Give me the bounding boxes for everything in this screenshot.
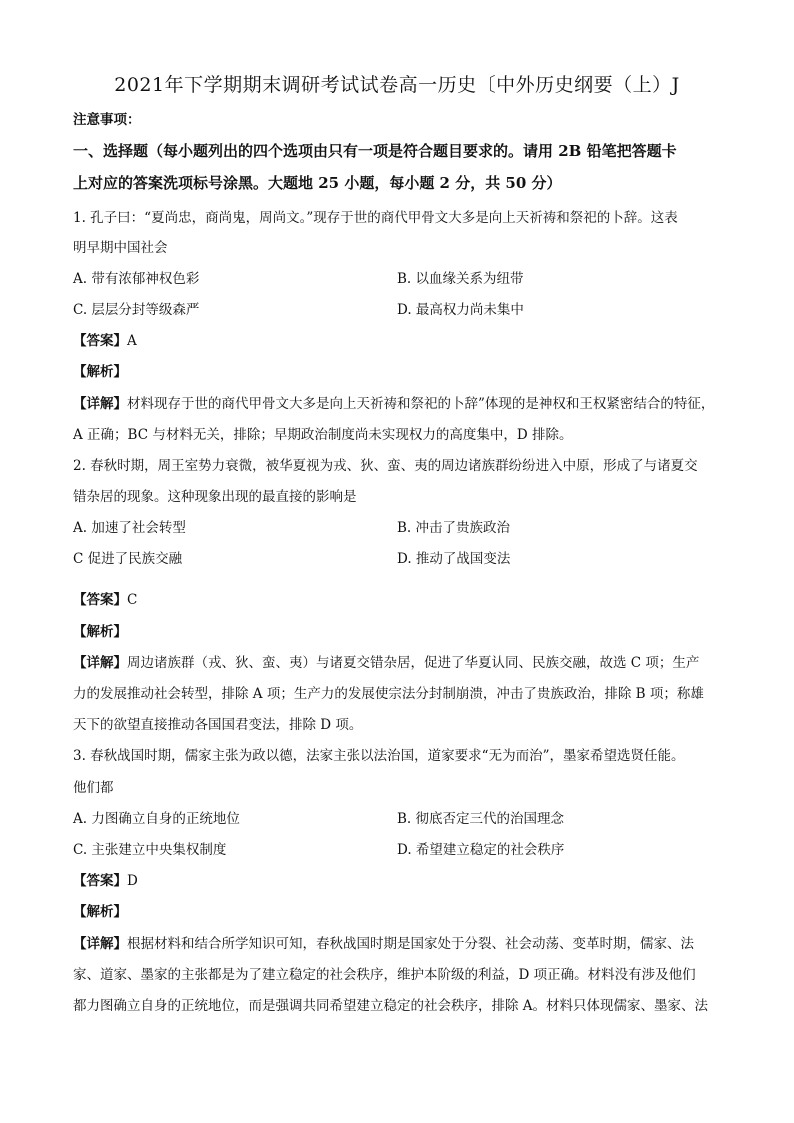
question-1-stem-line-2: 明早期中国社会 [73, 240, 168, 256]
question-3-detail-line-3: 都力图确立自身的正统地位，而是强调共同希望建立稳定的社会秩序，排除 A。材料只体现儒家、墨家、法 [73, 998, 709, 1014]
question-3-option-d: D. 希望建立稳定的社会秩序 [397, 842, 565, 858]
question-1-answer [73, 329, 137, 349]
question-2-option-a: A. 加速了社会转型 [73, 520, 186, 536]
question-2-stem-line-2: 错杂居的现象。这种现象出现的最直接的影响是 [73, 489, 357, 505]
detail-label: 【详解】 [73, 396, 127, 412]
question-2-stem-line-1: 2. 春秋时期，周王室势力衰微，被华夏视为戎、狄、蛮、夷的周边诸族群纷纷进入中原，形成了与诸夏交 [73, 458, 698, 474]
question-1-stem-line-1: 1. 孔子曰：“夏尚忠，商尚鬼，周尚文。”现存于世的商代甲骨文大多是向上天祈祷和祭祀的卜辞。这表 [73, 210, 678, 226]
question-3-option-c: C. 主张建立中央集权制度 [73, 842, 227, 858]
question-2-analysis-label: 【解析】 [73, 624, 127, 640]
detail-label: 【详解】 [73, 936, 127, 952]
answer-value: C [127, 592, 138, 608]
question-3-answer [73, 869, 138, 889]
question-3-option-b: B. 彻底否定三代的治国理念 [397, 811, 565, 827]
question-1-option-b: B. 以血缘关系为纽带 [397, 271, 524, 287]
question-3-stem-line-2: 他们都 [73, 780, 114, 796]
answer-label: 【答案】 [73, 873, 127, 889]
question-2-detail-line-1 [73, 651, 699, 671]
section-heading-line-2: 上对应的答案洗项标号涂黑。大题地 25 小题，每小题 2 分，共 50 分） [73, 174, 562, 192]
question-2-option-c: C 促进了民族交融 [73, 551, 183, 567]
question-3-analysis-label: 【解析】 [73, 904, 127, 920]
question-3-detail-line-2: 家、道家、墨家的主张都是为了建立稳定的社会秩序，维护本阶级的利益，D 项正确。材料没有涉及他们 [73, 967, 696, 983]
question-2-option-d: D. 推动了战国变法 [397, 551, 511, 567]
question-1-analysis-label: 【解析】 [73, 364, 127, 380]
notice-heading: 注意事项： [73, 112, 141, 128]
answer-label: 【答案】 [73, 333, 127, 349]
question-2-option-b: B. 冲击了贵族政治 [397, 520, 511, 536]
question-3-option-a: A. 力图确立自身的正统地位 [73, 811, 240, 827]
question-1-option-c: C. 层层分封等级森严 [73, 302, 200, 318]
answer-value: A [127, 333, 137, 349]
detail-text: 材料现存于世的商代甲骨文大多是向上天祈祷和祭祀的卜辞”体现的是神权和王权紧密结合的特征， [127, 396, 715, 412]
answer-value: D [127, 873, 138, 889]
question-1-option-d: D. 最高权力尚未集中 [397, 302, 524, 318]
detail-label: 【详解】 [73, 655, 127, 671]
question-1-detail-line-2: A 正确；BC 与材料无关，排除；早期政治制度尚未实现权力的高度集中，D 排除。 [73, 427, 573, 443]
detail-text: 根据材料和结合所学知识可知，春秋战国时期是国家处于分裂、社会动荡、变革时期，儒家、法 [127, 936, 694, 952]
question-1-option-a: A. 带有浓郁神权色彩 [73, 271, 200, 287]
document-title: 2021年下学期期末调研考试试卷高一历史〔中外历史纲要（上）J [114, 74, 680, 96]
answer-label: 【答案】 [73, 592, 127, 608]
question-2-answer [73, 588, 137, 608]
question-1-detail-line-1 [73, 392, 714, 412]
detail-text: 周边诸族群（戎、狄、蛮、夷）与诸夏交错杂居，促进了华夏认同、民族交融，故选 C 项；生产 [127, 655, 700, 671]
section-heading-line-1: 一、选择题（每小题列出的四个选项由只有一项是符合题目要求的。请用 2B 铅笔把答题卡 [73, 142, 677, 160]
question-2-detail-line-2: 力的发展推动社会转型，排除 A 项；生产力的发展使宗法分封制崩溃，冲击了贵族政治，排除 B 项；称雄 [73, 686, 704, 702]
question-3-stem-line-1: 3. 春秋战国时期，儒家主张为政以德，法家主张以法治国，道家要求“无为而治”，墨家希望选贤任能。 [73, 748, 685, 764]
question-2-detail-line-3: 天下的欲望直接推动各国国君变法，排除 D 项。 [73, 717, 363, 733]
question-3-detail-line-1 [73, 932, 694, 952]
